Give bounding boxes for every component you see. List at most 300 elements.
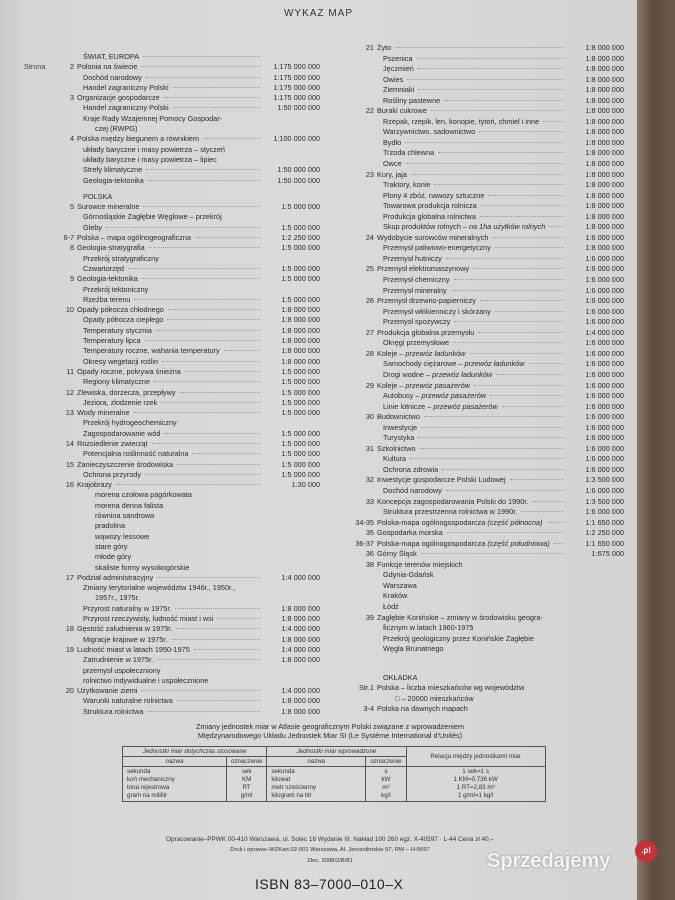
map-list-item xyxy=(342,465,624,476)
page-number: 8 xyxy=(69,243,74,253)
map-list-item xyxy=(342,560,624,571)
map-title xyxy=(77,418,177,428)
map-list-item xyxy=(24,315,320,325)
map-title xyxy=(77,83,169,93)
leader-dots xyxy=(453,342,564,343)
old-unit-names: sekunda koń mechaniczny tona rejestrowa gram na mililitr xyxy=(123,767,227,802)
map-scale: 1:8 000 000 xyxy=(281,706,320,716)
page-number: 12 xyxy=(65,387,74,397)
map-scale: 1:8 000 000 xyxy=(281,315,320,325)
map-scale: 1:5 000 000 xyxy=(281,397,320,407)
map-list-item xyxy=(24,243,320,253)
map-title-text: POLSKA xyxy=(83,191,113,201)
map-title-text: Zlewiska, dorzecza, przepływy xyxy=(77,387,176,397)
leader-dots xyxy=(203,138,260,139)
map-title xyxy=(77,145,225,155)
map-title xyxy=(77,604,171,614)
map-title-text: Polonia na świecie xyxy=(77,62,138,72)
map-title xyxy=(377,602,399,613)
map-list-item xyxy=(342,317,624,328)
map-title-text: Wody mineralne xyxy=(77,408,130,418)
map-title xyxy=(77,624,172,634)
map-title-text: Samochody ciężarowe – xyxy=(383,359,465,369)
map-title-text: Geologia-tektonika xyxy=(77,274,138,284)
map-scale: 1:6 000 000 xyxy=(585,401,624,411)
leader-dots xyxy=(431,110,564,111)
map-title-text: Rośliny pastewne xyxy=(383,95,441,105)
map-scale: 1:5 000 000 xyxy=(281,294,320,304)
map-title-text: Ochrona przyrody xyxy=(83,469,141,479)
map-list-item xyxy=(342,644,624,655)
page-number: 11 xyxy=(66,366,74,376)
map-list-item xyxy=(342,222,624,233)
map-title-text: Zagospodarowanie wód xyxy=(83,428,161,438)
leader-dots xyxy=(480,300,564,301)
map-title xyxy=(377,402,498,413)
watermark-text: Sprzedajemy xyxy=(487,850,611,872)
map-list-item xyxy=(342,581,624,592)
page-number: 23 xyxy=(365,169,374,179)
map-title-text: Polska-mapa ogólnogospodarcza xyxy=(377,517,488,527)
map-scale: 1:50 000 000 xyxy=(277,103,320,113)
map-scale: 1:6 000 000 xyxy=(585,422,624,432)
map-scale: 1:50 000 000 xyxy=(277,165,320,175)
map-list-item xyxy=(24,357,320,367)
map-title-text: Ludność miast w latach 1950-1975 xyxy=(77,644,190,654)
map-list-item xyxy=(24,470,320,480)
map-scale: 1:30 000 xyxy=(291,480,320,490)
map-title-text: Jęczmień xyxy=(383,64,414,74)
map-title-text: Przemysł spożywczy xyxy=(383,317,451,327)
map-title xyxy=(77,192,112,202)
map-title-text: Struktura rolnictwa xyxy=(83,706,144,716)
map-scale: 1:6 000 000 xyxy=(585,454,624,464)
map-title-text: Przyrost naturalny w 1975r. xyxy=(83,603,172,613)
map-title-text: Dochód narodowy xyxy=(83,72,142,82)
map-scale: 1:675 000 xyxy=(591,549,624,559)
map-scale: 1:50 000 000 xyxy=(277,175,320,185)
leader-dots xyxy=(418,68,564,69)
map-list-item xyxy=(24,367,320,377)
map-title xyxy=(377,507,517,518)
map-list-item xyxy=(342,96,624,107)
leader-dots xyxy=(488,195,564,196)
map-title xyxy=(77,377,150,387)
map-list-item xyxy=(24,707,320,717)
map-scale: 1:8 000 000 xyxy=(585,201,624,211)
map-title-text: Strefy klimatyczne xyxy=(83,165,143,175)
map-list-item xyxy=(342,117,624,128)
map-title-text: Kraków xyxy=(383,591,408,601)
map-scale: 1:6 000 000 xyxy=(585,348,624,358)
leader-dots xyxy=(171,639,260,640)
map-title-text: Przekrój stratygraficzny xyxy=(83,253,159,263)
leader-dots xyxy=(143,56,260,57)
map-scale: 1:8 000 000 xyxy=(585,116,624,126)
map-title xyxy=(77,470,141,480)
caption-line: Międzynarodowego Układu Jednostek Miar SI (Le Système International d'Unités) xyxy=(197,731,463,740)
map-title xyxy=(377,433,414,444)
map-title xyxy=(77,645,190,655)
map-title xyxy=(377,317,450,328)
map-list-item xyxy=(342,539,624,550)
leader-dots xyxy=(451,290,564,291)
map-title xyxy=(377,560,463,571)
map-list-item xyxy=(342,264,624,275)
map-title-text: Rozsiedlenie zwierząt xyxy=(77,438,148,448)
map-list-item xyxy=(24,114,320,124)
map-scale: 1:6 000 000 xyxy=(585,380,624,390)
map-title xyxy=(77,707,143,717)
map-list-item xyxy=(342,602,624,613)
map-list-item xyxy=(24,305,320,315)
map-title-text: Koleje – xyxy=(377,380,406,390)
map-title-text: Gęstość zaludnienia w 1975r. xyxy=(77,624,173,634)
map-list-item xyxy=(342,349,624,360)
header-name: nazwa xyxy=(123,757,227,767)
map-title-text: Wydobycie surowców mineralnych xyxy=(377,232,489,242)
map-title-text: Inwestycje xyxy=(383,422,418,432)
map-title-text: Przemysł włókienniczy i skórzany xyxy=(383,306,491,316)
map-list-item xyxy=(24,532,320,542)
map-scale: 1:5 000 000 xyxy=(281,469,320,479)
map-title-text: Owce xyxy=(383,159,402,169)
map-list-item xyxy=(342,623,624,634)
map-scale: 1:6 000 000 xyxy=(585,253,624,263)
leader-dots xyxy=(106,227,260,228)
map-scale: 1:6 000 000 xyxy=(585,317,624,327)
map-scale: 1:5 000 000 xyxy=(281,243,320,253)
map-list-item xyxy=(342,694,624,705)
leader-dots xyxy=(496,374,564,375)
map-list-item xyxy=(24,655,320,665)
map-title-italic: przewóz ładunków xyxy=(464,359,525,369)
page-number: 32 xyxy=(365,475,374,485)
map-list-item xyxy=(24,165,320,175)
map-list-item xyxy=(24,449,320,459)
map-scale: 1:6 000 000 xyxy=(585,296,624,306)
map-list-item xyxy=(24,604,320,614)
leader-dots xyxy=(474,385,564,386)
map-title-text: Temperatury roczne, wahania temperatury xyxy=(83,346,220,356)
leader-dots xyxy=(417,58,564,59)
map-scale: 1:5 000 000 xyxy=(281,263,320,273)
map-scale: 1:6 000 000 xyxy=(585,338,624,348)
map-title-text: Skup produktów rolnych – xyxy=(383,222,469,232)
map-title xyxy=(77,563,189,573)
map-title xyxy=(77,52,139,62)
map-title-text: Autobusy – xyxy=(383,391,422,401)
map-title xyxy=(377,222,545,233)
map-list-item xyxy=(342,243,624,254)
map-title xyxy=(77,233,191,243)
map-title xyxy=(77,223,102,233)
map-title xyxy=(377,349,465,360)
map-title xyxy=(377,191,484,202)
watermark-logo xyxy=(487,846,651,873)
map-title-text: pradolina xyxy=(95,521,126,531)
leader-dots xyxy=(217,618,260,619)
map-title-text: Rzeźba terenu xyxy=(83,294,131,304)
leader-dots xyxy=(145,340,260,341)
map-title xyxy=(377,338,449,349)
map-title-text: Okresy wegetacji roślin xyxy=(83,356,159,366)
leader-dots xyxy=(148,180,260,181)
leader-dots xyxy=(224,350,260,351)
map-title-text: Drogi wodne – xyxy=(383,369,433,379)
map-scale: 1:8 000 000 xyxy=(585,211,624,221)
leader-dots xyxy=(128,268,260,269)
map-scale: 1:175 000 000 xyxy=(273,82,320,92)
map-title-text: Użytkowanie ziemi xyxy=(77,686,138,696)
map-scale: 1:6 000 000 xyxy=(585,306,624,316)
leader-dots xyxy=(492,237,564,238)
map-scale: 1:8 000 000 xyxy=(585,43,624,52)
map-title-text: Warunki naturalne rolnictwa xyxy=(83,696,173,706)
map-list-item xyxy=(342,391,624,402)
map-title xyxy=(77,429,160,439)
map-list-item xyxy=(24,439,320,449)
map-title-text: Ochrona zdrowia xyxy=(383,464,439,474)
map-title-text: Inwestycje gospodarcze Polski Ludowej xyxy=(377,475,506,485)
map-list-item xyxy=(342,127,624,138)
map-title xyxy=(77,439,148,449)
map-list-item xyxy=(24,62,320,72)
map-title-text: morena denna falista xyxy=(95,500,164,510)
map-title xyxy=(77,501,163,511)
map-title xyxy=(77,295,130,305)
map-scale: 1:6 000 000 xyxy=(585,507,624,517)
map-title-text: Górnośląskie Zagłębie Węglowe – przekrój xyxy=(83,212,222,222)
map-title-text: Przemysł hutniczy xyxy=(383,253,442,263)
map-scale: 1:5 000 000 xyxy=(281,366,320,376)
map-list-item xyxy=(24,134,320,144)
leader-dots xyxy=(146,169,260,170)
leader-dots xyxy=(529,363,564,364)
map-list-item xyxy=(342,613,624,624)
leader-dots xyxy=(442,469,564,470)
map-title-text: Przemysł drzewno-papierniczy xyxy=(377,296,476,306)
map-title xyxy=(377,106,427,117)
leader-dots xyxy=(161,402,260,403)
page-number: 29 xyxy=(365,380,374,390)
map-list-item xyxy=(342,359,624,370)
map-list-item xyxy=(342,683,624,694)
map-title xyxy=(77,614,213,624)
map-list-item xyxy=(24,490,320,500)
map-scale: 1:8 000 000 xyxy=(585,53,624,63)
map-scale: 1:8 000 000 xyxy=(585,180,624,190)
leader-dots xyxy=(177,464,260,465)
map-title xyxy=(77,490,192,500)
map-title xyxy=(77,62,137,72)
map-title xyxy=(377,518,543,529)
page-number: 10 xyxy=(65,305,74,315)
map-title xyxy=(77,521,125,531)
map-title-text: Produkcja globalna rolnictwa xyxy=(383,211,476,221)
map-title-text: Warszawa xyxy=(383,580,417,590)
map-scale: 1:6 000 000 xyxy=(585,391,624,401)
map-scale: 1:8 000 000 xyxy=(281,655,320,665)
map-title-text: młode góry xyxy=(95,552,132,562)
leader-dots xyxy=(175,608,260,609)
map-title-text: Pszenica xyxy=(383,53,413,63)
page-number: 22 xyxy=(365,106,374,116)
map-title-text: Polska-mapa ogólnogospodarcza xyxy=(377,538,488,548)
map-title xyxy=(377,117,539,128)
leader-dots xyxy=(480,216,564,217)
map-title-text: Żyto xyxy=(377,43,392,52)
map-title-text: Dochód narodowy xyxy=(383,485,442,495)
new-unit-symbols: s kW m³ kg/l xyxy=(366,767,406,802)
map-title-text: Kraje Rady Wzajemnej Pomocy Gospodar- xyxy=(83,113,223,123)
leader-dots xyxy=(180,392,260,393)
map-list-item xyxy=(342,402,624,413)
map-list-item xyxy=(342,570,624,581)
map-list-item xyxy=(342,212,624,223)
leader-dots xyxy=(495,311,564,312)
leader-dots xyxy=(176,628,260,629)
leader-dots xyxy=(446,258,564,259)
header-symbol: oznaczenie xyxy=(366,757,406,767)
page-number: 21 xyxy=(365,43,374,52)
leader-dots xyxy=(410,458,564,459)
page-label: Strona xyxy=(24,62,46,72)
map-title-text: Zatrudnienie w 1975r. xyxy=(83,655,154,665)
map-title xyxy=(77,346,220,356)
map-title xyxy=(377,694,474,705)
map-list-item xyxy=(24,666,320,676)
header-name: nazwa xyxy=(267,757,366,767)
page-title: WYKAZ MAP xyxy=(283,8,353,19)
leader-dots xyxy=(479,131,564,132)
leader-dots xyxy=(446,490,564,491)
map-title xyxy=(77,114,222,124)
map-title-text: ficznym w latach 1960-1975 xyxy=(383,623,474,633)
map-scale: 1:4 000 000 xyxy=(281,644,320,654)
page-number: 17 xyxy=(65,572,74,582)
map-scale: 1:8 000 000 xyxy=(585,159,624,169)
leader-dots xyxy=(162,361,260,362)
map-title-text: Traktory, konie xyxy=(383,180,431,190)
map-scale: 1:5 000 000 xyxy=(281,408,320,418)
map-list-item xyxy=(24,377,320,387)
map-title-text: Buraki cukrowe xyxy=(377,106,427,116)
map-scale: 1:1 650 000 xyxy=(585,517,624,527)
leader-dots xyxy=(141,66,260,67)
map-title-text: Podział administracyjny xyxy=(77,572,154,582)
page-number: 36-37 xyxy=(355,538,374,548)
map-title-text: Przemysł chemiczny xyxy=(383,275,450,285)
page-number: 35 xyxy=(365,528,374,538)
map-list-item xyxy=(24,326,320,336)
map-title xyxy=(77,480,112,490)
map-title xyxy=(77,635,167,645)
map-scale: 1:175 000 000 xyxy=(273,93,320,103)
map-title xyxy=(77,124,137,134)
map-title xyxy=(377,570,434,581)
new-unit-names: sekunda kilowat metr sześcienny kilogram na litr xyxy=(267,767,366,802)
map-scale: 1:100 000 000 xyxy=(273,134,320,144)
map-title xyxy=(377,539,550,550)
leader-dots xyxy=(554,543,564,544)
map-scale: 1:175 000 000 xyxy=(273,72,320,82)
units-table xyxy=(122,746,546,802)
map-list-item xyxy=(342,704,624,715)
page-number: 30 xyxy=(365,412,374,422)
map-scale: 1:8 000 000 xyxy=(585,95,624,105)
map-title xyxy=(77,285,148,295)
map-scale: 1:5 000 000 xyxy=(281,222,320,232)
map-scale: 1:8 000 000 xyxy=(585,85,624,95)
map-scale: 1:6 000 000 xyxy=(585,485,624,495)
imprint-line: Opracowanie–PPWK 00-410 Warszawa, ul. Solec 18 Wydanie III. Nakład 100 260 egz. X-40597 · L-44 Cena zł 40.– xyxy=(166,836,494,843)
imprint-line: Druk i oprawa–WZKart.02-001 Warszawa, Al. Jerozolimskie 97, RW – H-5697 xyxy=(230,847,430,853)
map-title-text: Koleje – xyxy=(377,348,406,358)
map-title xyxy=(377,581,417,592)
leader-dots xyxy=(145,474,260,475)
map-list-item xyxy=(24,408,320,418)
leader-dots xyxy=(142,278,260,279)
map-list-item xyxy=(24,676,320,686)
watermark-badge: .pl xyxy=(635,840,657,862)
page-number: 38 xyxy=(365,559,374,569)
map-title-text: morena czołowa pagórkowata xyxy=(95,490,192,500)
map-title-text: skaliste formy wysokogórskie xyxy=(95,562,190,572)
map-list-item xyxy=(24,521,320,531)
page-number: 15 xyxy=(65,459,74,469)
page-number: 27 xyxy=(365,327,374,337)
map-scale: 1:3 500 000 xyxy=(585,496,624,506)
leader-dots xyxy=(395,47,564,48)
map-scale: 1:8 000 000 xyxy=(585,190,624,200)
leader-dots xyxy=(192,453,260,454)
header-symbol: oznaczenie xyxy=(227,757,267,767)
map-title xyxy=(377,138,401,149)
map-list-item xyxy=(24,223,320,233)
leader-dots xyxy=(473,268,564,269)
page-number: Str.1 xyxy=(358,683,374,693)
leader-dots xyxy=(156,330,260,331)
map-list-item xyxy=(24,233,320,243)
header-new-units: Jednostki miar wprowadzone xyxy=(267,747,406,757)
map-title-italic: (część południowa) xyxy=(487,538,550,548)
map-title xyxy=(377,148,434,159)
map-title-text: Czwartorzęd xyxy=(83,263,124,273)
map-title-text: Zagłębie Konińskie – zmiany w środowisku geogra- xyxy=(377,612,543,622)
map-title xyxy=(77,676,208,686)
map-title-text: Koncepcja zagospodarowania Polski do 1990r. xyxy=(377,496,529,506)
map-title xyxy=(377,286,447,297)
map-scale: 1:8 000 000 xyxy=(585,169,624,179)
map-list-item xyxy=(24,480,320,490)
map-list-item xyxy=(342,486,624,497)
map-scale: 1:8 000 000 xyxy=(585,243,624,253)
imprint-line: Zlec. 2098/2/B/81 xyxy=(307,858,353,864)
map-list-item xyxy=(342,518,624,529)
map-scale: 1:8 000 000 xyxy=(585,137,624,147)
leader-dots xyxy=(149,247,260,248)
leader-dots xyxy=(185,371,260,372)
map-title xyxy=(377,412,420,423)
map-list-item xyxy=(24,460,320,470)
map-title xyxy=(377,43,391,54)
map-scale: 1:6 000 000 xyxy=(585,433,624,443)
map-title-text: Łódź xyxy=(383,601,399,611)
map-scale: 1:8 000 000 xyxy=(281,603,320,613)
map-title-text: Przekrój hydrogeochemiczny xyxy=(83,418,177,428)
map-list-item xyxy=(24,124,320,134)
